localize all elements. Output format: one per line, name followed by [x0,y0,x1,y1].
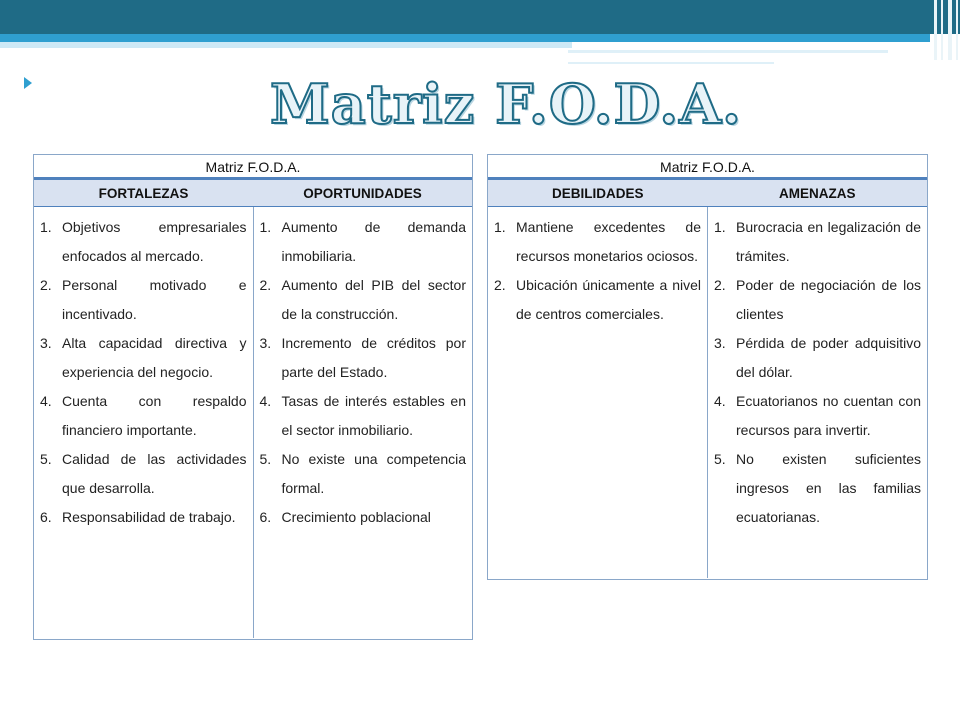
header-bar-dark [0,0,960,34]
table-column-headers [488,180,927,207]
list-item: 2. Personal motivado e incentivado. [40,277,247,322]
decorative-edge-line [941,0,943,60]
slide-title: Matriz F.O.D.A. [270,72,742,136]
decorative-edge-line [934,0,937,60]
list-item: 4. Cuenta con respaldo financiero importante. [40,393,247,438]
list-item: 3. Alta capacidad directiva y experiencia del negocio. [40,335,247,380]
list-item: 5. No existe una competencia formal. [259,451,466,496]
debilidades-cell [488,207,707,578]
list-item: 5. Calidad de las actividades que desarrolla. [40,451,247,496]
column-header-fortalezas: FORTALEZAS [98,186,189,201]
foda-table-strengths-opportunities [33,154,473,640]
table-heading: Matriz F.O.D.A. [34,155,472,180]
header-bar-accent [0,34,930,42]
list-item: 1. Mantiene excedentes de recursos monetarios ociosos. [494,219,701,264]
list-item: 2. Ubicación únicamente a nivel de centros comerciales. [494,277,701,322]
list-item: 6. Responsabilidad de trabajo. [40,509,236,525]
list-item: 1. Aumento de demanda inmobiliaria. [259,219,466,264]
foda-table-weaknesses-threats [487,154,928,580]
list-item: 1. Objetivos empresariales enfocados al mercado. [40,219,247,264]
column-header-amenazas: AMENAZAS [779,186,856,201]
list-item: 2. Poder de negociación de los clientes [714,277,921,322]
list-item: 4. Tasas de interés estables en el sector inmobiliario. [259,393,466,438]
bullet-triangle-icon [24,77,32,89]
decorative-line [568,62,774,64]
list-item: 3. Pérdida de poder adquisitivo del dólar. [714,335,921,380]
oportunidades-list [260,213,467,532]
table-body [34,207,472,638]
oportunidades-cell [253,207,473,638]
header-bar-light [0,42,572,48]
amenazas-list [714,213,921,532]
list-item: 2. Aumento del PIB del sector de la construcción. [259,277,466,322]
decorative-edge-line [948,0,952,60]
amenazas-cell [707,207,927,578]
list-item: 4. Ecuatorianos no cuentan con recursos para invertir. [714,393,921,438]
table-heading: Matriz F.O.D.A. [488,155,927,180]
debilidades-list [494,213,701,329]
list-item: 6. Crecimiento poblacional [259,509,431,525]
column-header-oportunidades: OPORTUNIDADES [303,186,422,201]
decorative-edge-line [956,0,958,60]
table-body [488,207,927,578]
table-column-headers [34,180,472,207]
fortalezas-list [40,213,247,532]
list-item: 1. Burocracia en legalización de trámites. [714,219,921,264]
decorative-line [568,50,888,53]
column-header-debilidades: DEBILIDADES [551,186,644,201]
list-item: 3. Incremento de créditos por parte del Estado. [259,335,466,380]
list-item: 5. No existen suficientes ingresos en las familias ecuatorianas. [714,451,921,525]
fortalezas-cell [34,207,253,638]
